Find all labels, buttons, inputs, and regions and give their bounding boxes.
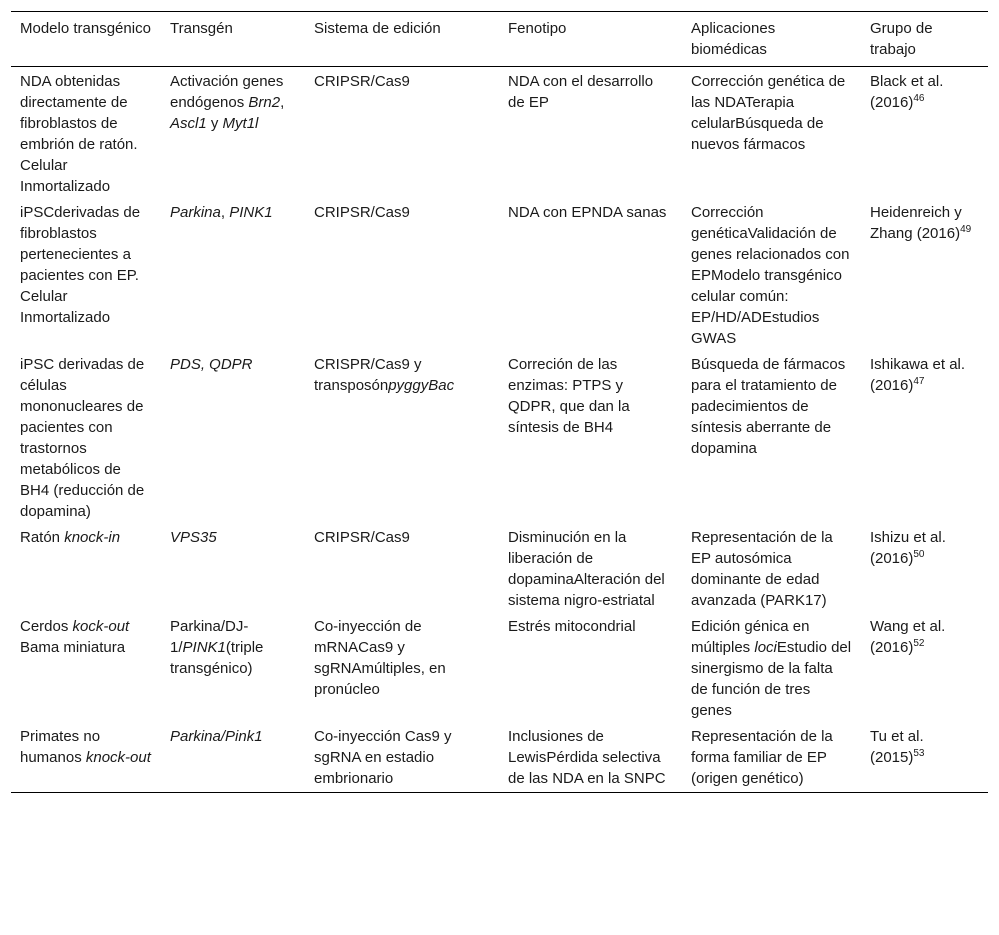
cell-modelo: NDA obtenidas directamente de fibroblastos de embrión de ratón. Celular Inmortalizado [20,73,138,195]
cell-aplicaciones: Corrección genéticaValidación de genes relacionados con EPModelo transgénico celular común: EP/HD/ADEstudios GWAS [691,204,850,347]
reference-number: 53 [913,748,925,759]
cell-sistema: CRIPSR/Cas9 [314,529,410,546]
cell-fenotipo: Correción de las enzimas: PTPS y QDPR, que dan la síntesis de BH4 [508,356,630,436]
table-row [11,352,988,525]
cell-aplicaciones: Edición génica en múltiples lociEstudio del sinergismo de la falta de función de tres genes [691,618,852,719]
cell-transgen: VPS35 [170,529,217,546]
cell-fenotipo: Inclusiones de LewisPérdida selectiva de las NDA en la SNPC [508,728,666,787]
cell-aplicaciones: Representación de la forma familiar de EP (origen genético) [691,728,833,787]
reference-number: 47 [913,376,925,387]
cell-transgen: Activación genes endógenos Brn2, Ascl1 y Myt1l [170,73,285,132]
cell-fenotipo: NDA con EPNDA sanas [508,204,667,221]
cell-sistema: CRISPR/Cas9 y transposónpyggyBac [314,356,455,394]
cell-transgen: PDS, QDPR [170,356,253,373]
reference-number: 46 [913,93,925,104]
cell-grupo: Wang et al. $(2016)^{52}$ [870,618,946,656]
header-fenotipo: Fenotipo [508,20,567,37]
header-modelo: Modelo transgénico [20,20,151,37]
cell-grupo: Heidenreich y Zhang $(2016)^{49}$ [870,204,972,242]
cell-grupo: Tu et al. $(2015)^{53}$ [870,728,925,766]
cell-fenotipo: Disminución en la liberación de dopaminaAlteración del sistema nigro-estriatal [508,529,665,609]
table-row [11,614,988,724]
transgenic-models-table [11,11,988,793]
table-row [11,67,988,201]
reference-number: 50 [913,549,925,560]
cell-fenotipo: NDA con el desarrollo de EP [508,73,654,111]
header-row [11,12,988,67]
header-grupo: Grupo de trabajo [870,20,933,58]
cell-aplicaciones: Corrección genética de las NDATerapia celularBúsqueda de nuevos fármacos [691,73,846,153]
cell-transgen: Parkina, PINK1 [170,204,273,221]
cell-modelo: iPSC derivadas de células mononucleares de pacientes con trastornos metabólicos de BH4 (reducción de dopamina) [20,356,145,520]
header-transgen: Transgén [170,20,233,37]
header-aplicaciones: Aplicaciones biomédicas [691,20,776,58]
reference-number: 52 [913,638,925,649]
header-sistema: Sistema de edición [314,20,441,37]
cell-sistema: CRIPSR/Cas9 [314,204,410,221]
cell-aplicaciones: Representación de la EP autosómica dominante de edad avanzada (PARK17) [691,529,833,609]
cell-sistema: CRIPSR/Cas9 [314,73,410,90]
cell-sistema: Co-inyección de mRNACas9 y sgRNAmúltiples, en pronúcleo [314,618,446,698]
cell-modelo: Primates no humanos knock-out [20,728,151,766]
table-header [11,12,988,67]
cell-transgen: Parkina/Pink1 [170,728,263,745]
cell-grupo: Black et al. $(2016)^{46}$ [870,73,944,111]
cell-fenotipo: Estrés mitocondrial [508,618,636,635]
cell-modelo: Cerdos kock-out Bama miniatura [20,618,130,656]
cell-modelo: Ratón knock-in [20,529,121,546]
table-row [11,525,988,614]
cell-aplicaciones: Búsqueda de fármacos para el tratamiento de padecimientos de síntesis aberrante de dopamina [691,356,846,457]
table-row [11,724,988,793]
cell-grupo: Ishizu et al. $(2016)^{50}$ [870,529,946,567]
table-row [11,200,988,352]
cell-sistema: Co-inyección Cas9 y sgRNA en estadio embrionario [314,728,452,787]
table-body [11,67,988,793]
cell-modelo: iPSCderivadas de fibroblastos pertenecientes a pacientes con EP. Celular Inmortalizado [20,204,141,326]
cell-transgen: Parkina/DJ-1/PINK1(triple transgénico) [170,618,264,677]
cell-grupo: Ishikawa et al. $(2016)^{47}$ [870,356,966,394]
reference-number: 49 [960,224,972,235]
